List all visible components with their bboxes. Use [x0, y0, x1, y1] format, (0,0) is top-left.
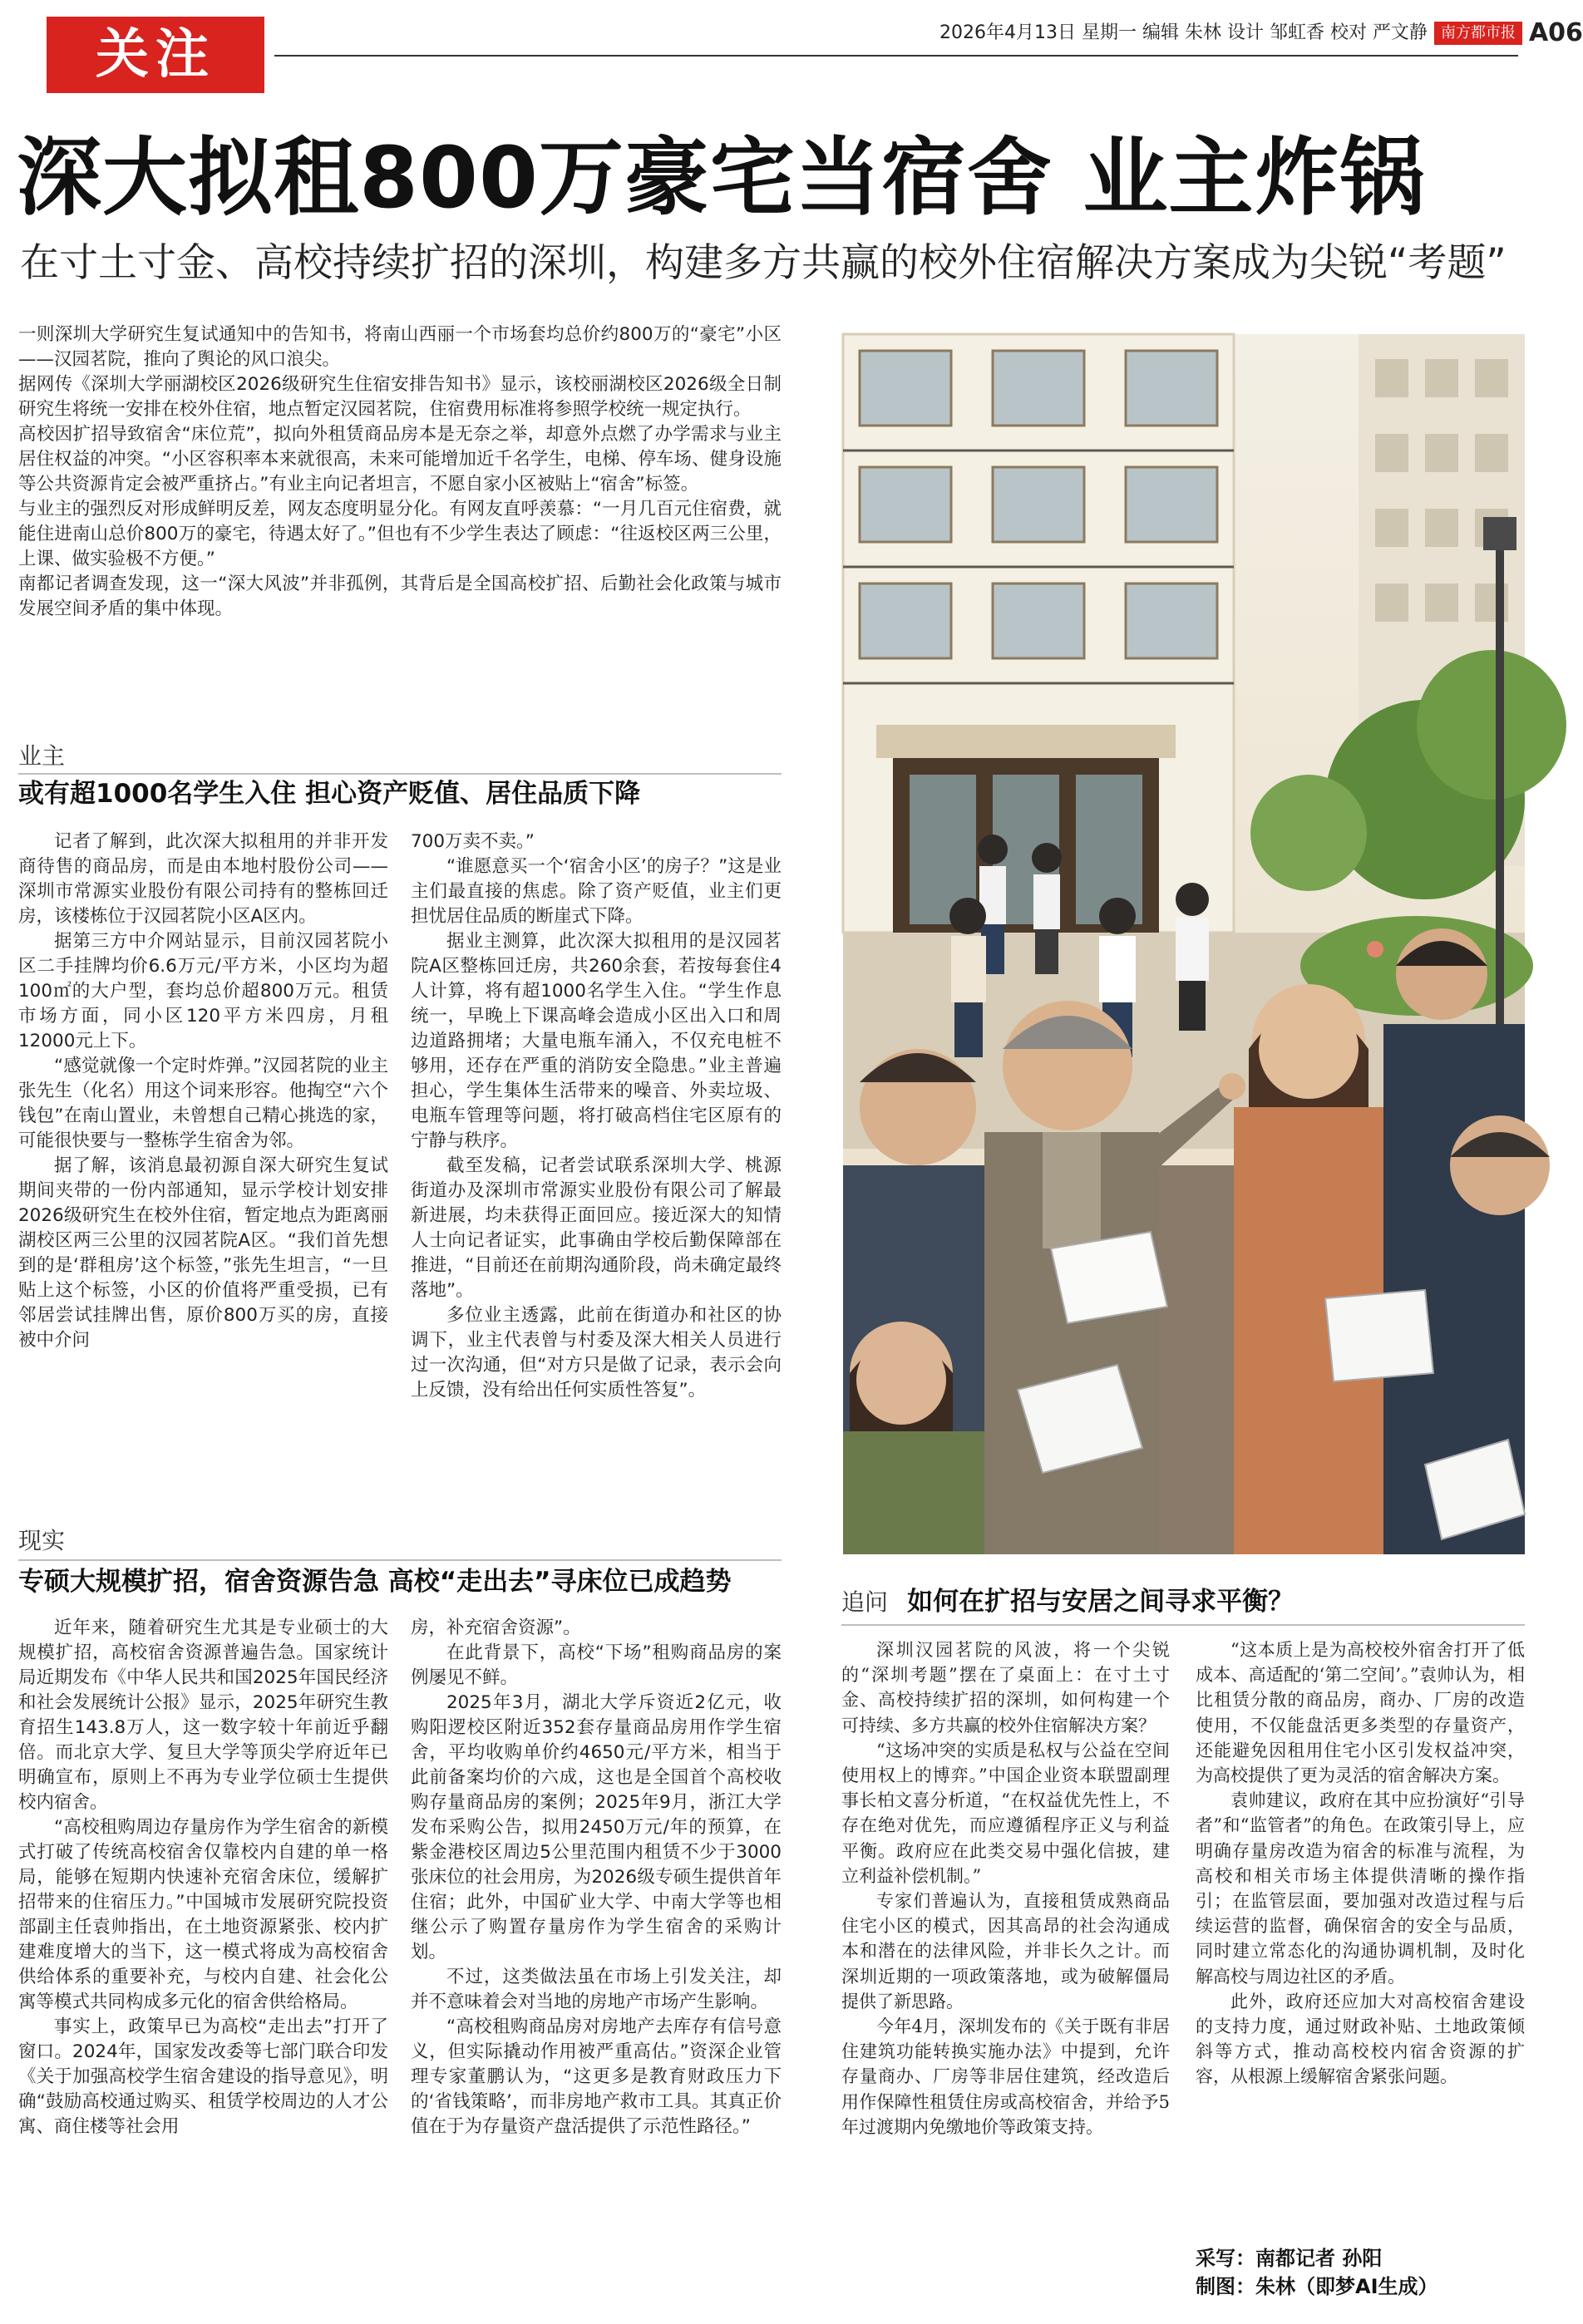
section-heading-reality: 专硕大规模扩招，宿舍资源告急 高校“走出去”寻床位已成趋势 — [18, 1567, 732, 1597]
body-paragraph: “这场冲突的实质是私权与公益在空间使用权上的博弈。”中国企业资本联盟副理事长柏文喜分析道，“在权益优先性上，不存在绝对优先，而应遵循程序正义与利益平衡。政府应在此类交易中强化信披，建立利益补偿机制。” — [841, 1740, 1170, 1886]
body-paragraph: 此外，政府还应加大对高校宿舍建设的支持力度，通过财政补贴、土地政策倾斜等方式，推动高校校内宿舍资源的扩容，从根源上缓解宿舍紧张问题。 — [1196, 1991, 1525, 2087]
subheadline: 在寸土寸金、高校持续扩招的深圳，构建多方共赢的校外住宿解决方案成为尖锐“考题” — [20, 240, 1507, 286]
body-paragraph: 深圳汉园茗院的风波，将一个尖锐的“深圳考题”摆在了桌面上：在寸土寸金、高校持续扩招的深圳，如何构建一个可持续、多方共赢的校外住宿解决方案？ — [841, 1640, 1170, 1736]
section-label-owners: 业主 — [18, 742, 66, 770]
section-heading-owners: 或有超1000名学生入住 担心资产贬值、居住品质下降 — [18, 779, 641, 809]
owners-column-1 — [18, 830, 388, 1353]
body-paragraph: 据业主测算，此次深大拟租用的是汉园茗院A区整栋回迁房，共260余套，若按每套住4人计算，将有超1000名学生入住。“学生作息统一，早晚上下课高峰会造成小区出入口和周边道路拥堵；大量电瓶车涌入，不仅充电桩不够用，还存在严重的消防安全隐患。”业主普遍担心，学生集体生活带来的噪音、外卖垃圾、电瓶车管理等问题，将打破高档住宅区原有的宁静与秩序。 — [411, 931, 782, 1151]
section-label-reality: 现实 — [18, 1527, 66, 1554]
body-paragraph: 不过，这类做法虽在市场上引发关注，却并不意味着会对当地的房地产市场产生影响。 — [411, 1967, 782, 2012]
owners-column-2 — [411, 830, 782, 1403]
lead-paragraph: 与业主的强烈反对形成鲜明反差，网友态度明显分化。有网友直呼羡慕：“一月几百元住宿费，就能住进南山总价800万的豪宅，待遇太好了。”但也有不少学生表达了顾虑：“往返校区两三公里，上课、做实验极不方便。” — [18, 499, 782, 569]
newspaper-brand: 南方都市报 — [1434, 22, 1522, 45]
section-rule — [841, 1624, 1525, 1626]
headline: 深大拟租800万豪宅当宿舍 业主炸锅 — [17, 129, 1426, 228]
body-paragraph: 2025年3月，湖北大学斥资近2亿元，收购阳逻校区附近352套存量商品房用作学生宿舍，平均收购单价约4650元/平方米，相当于此前备案均价的六成，这也是全国首个高校收购存量商品房的案例；2025年9月，浙江大学发布采购公告，拟用2450万元/年的预算，在紫金港校区周边5公里范围内租赁不少于3000张床位的社会用房，为2026级专硕生提供首年住宿；此外，中国矿业大学、中南大学等也相继公示了购置存量房作为学生宿舍的采购计划。 — [411, 1692, 782, 1962]
section-question-header — [841, 1584, 1294, 1619]
body-paragraph: “感觉就像一个定时炸弹。”汉园茗院的业主张先生（化名）用这个词来形容。他掏空“六个钱包”在南山置业，未曾想自己精心挑选的家，可能很快要与一整栋学生宿舍为邻。 — [18, 1056, 388, 1151]
body-paragraph: 袁帅建议，政府在其中应扮演好“引导者”和“监管者”的角色。在政策引导上，应明确存量房改造为宿舍的标准与流程，为高校和相关市场主体提供清晰的操作指引；在监管层面，要加强对改造过程与后续运营的监督，确保宿舍的安全与品质，同时建立常态化的沟通协调机制，及时化解高校与周边社区的矛盾。 — [1196, 1790, 1525, 1987]
body-paragraph: “谁愿意买一个‘宿舍小区’的房子？”这是业主们最直接的焦虑。除了资产贬值，业主们更担忧居住品质的断崖式下降。 — [411, 856, 782, 927]
illustration-graphic — [843, 334, 1525, 1554]
lead-paragraph: 一则深圳大学研究生复试通知中的告知书，将南山西丽一个市场套均总价约800万的“豪宅”小区——汉园茗院，推向了舆论的风口浪尖。 — [18, 324, 782, 370]
lead-paragraph: 据网传《深圳大学丽湖校区2026级研究生住宿安排告知书》显示，该校丽湖校区2026级全日制研究生将统一安排在校外住宿，地点暂定汉园茗院，住宿费用标准将参照学校统一规定执行。 — [18, 374, 782, 420]
body-paragraph: 专家们普遍认为，直接租赁成熟商品住宅小区的模式，因其高昂的社会沟通成本和潜在的法律风险，并非长久之计。而深圳近期的一项政策落地，或为破解僵局提供了新思路。 — [841, 1891, 1170, 2011]
section-rule — [18, 1559, 782, 1561]
body-paragraph: 据第三方中介网站显示，目前汉园茗院小区二手挂牌均价6.6万元/平方米，小区均为超100㎡的大户型，套均总价超800万元。租赁市场方面，同小区120平方米四房，月租12000元上下。 — [18, 931, 388, 1051]
body-paragraph: 多位业主透露，此前在街道办和社区的协调下，业主代表曾与村委及深大相关人员进行过一次沟通，但“对方只是做了记录，表示会向上反馈，没有给出任何实质性答复”。 — [411, 1305, 782, 1401]
section-label-question: 追问 — [841, 1588, 889, 1616]
reality-column-1 — [18, 1616, 388, 2139]
page-header-info — [939, 20, 1583, 47]
date-editor-line: 2026年4月13日 星期一 编辑 朱林 设计 邹虹香 校对 严文静 — [939, 22, 1428, 43]
body-paragraph: 截至发稿，记者尝试联系深圳大学、桃源街道办及深圳市常源实业股份有限公司了解最新进展，均未获得正面回应。接近深大的知情人士向记者证实，此事确由学校后勤保障部在推进，“目前还在前期沟通阶段，尚未确定最终落地”。 — [411, 1155, 782, 1301]
body-paragraph: 事实上，政策早已为高校“走出去”打开了窗口。2024年，国家发改委等七部门联合印发《关于加强高校学生宿舍建设的指导意见》，明确“鼓励高校通过购买、租赁学校周边的人才公寓、商住楼等社会用 — [18, 2016, 388, 2137]
lead-paragraph: 南都记者调查发现，这一“深大风波”并非孤例，其背后是全国高校扩招、后勤社会化政策与城市发展空间矛盾的集中体现。 — [18, 574, 782, 619]
body-paragraph: 在此背景下，高校“下场”租购商品房的案例屡见不鲜。 — [411, 1642, 782, 1688]
credit-illustration: 制图：朱林（即梦AI生成） — [1196, 2275, 1438, 2298]
question-column-2 — [1196, 1637, 1525, 2090]
lead-paragraph: 高校因扩招导致宿舍“床位荒”，拟向外租赁商品房本是无奈之举，却意外点燃了办学需求与业主居住权益的冲突。“小区容积率本来就很高，未来可能增加近千名学生，电梯、停车场、健身设施等公共资源肯定会被严重挤占。”有业主向记者坦言，不愿自家小区被贴上“宿舍”标签。 — [18, 424, 782, 495]
page-number: A06 — [1528, 18, 1583, 47]
lead-paragraphs — [18, 323, 782, 622]
body-paragraph: 700万卖不卖。” — [411, 831, 535, 852]
body-paragraph: 今年4月，深圳发布的《关于既有非居住建筑功能转换实施办法》中提到，允许存量商办、厂房等非居住建筑，经改造后用作保障性租赁住房或高校宿舍，并给予5年过渡期内免缴地价等政策支持。 — [841, 2016, 1170, 2137]
body-paragraph: 记者了解到，此次深大拟租用的并非开发商待售的商品房，而是由本地村股份公司——深圳市常源实业股份有限公司持有的整栋回迁房，该楼栋位于汉园茗院小区A区内。 — [18, 831, 388, 927]
illustration-residents-meeting — [843, 334, 1525, 1554]
body-paragraph: “高校租购周边存量房作为学生宿舍的新模式打破了传统高校宿舍仅靠校内自建的单一格局，能够在短期内快速补充宿舍床位，缓解扩招带来的住宿压力。”中国城市发展研究院投资部副主任袁帅指出，在土地资源紧张、校内扩建难度增大的当下，这一模式将成为高校宿舍供给体系的重要补充，与校内自建、社会化公寓等模式共同构成多元化的宿舍供给格局。 — [18, 1817, 388, 2012]
body-paragraph: 据了解，该消息最初源自深大研究生复试期间夹带的一份内部通知，显示学校计划安排2026级研究生在校外住宿，暂定地点为距离丽湖校区两三公里的汉园茗院A区。“我们首先想到的是‘群租房’这个标签，”张先生坦言，“一旦贴上这个标签，小区的价值将严重受损，已有邻居尝试挂牌出售，原价800万买的房，直接被中介问 — [18, 1155, 388, 1351]
header-rule — [274, 55, 1518, 57]
body-paragraph: “这本质上是为高校校外宿舍打开了低成本、高适配的‘第二空间’。”袁帅认为，相比租赁分散的商品房，商办、厂房的改造使用，不仅能盘活更多类型的存量资产，还能避免因租用住宅小区引发权益冲突，为高校提供了更为灵活的宿舍解决方案。 — [1196, 1640, 1525, 1786]
section-rule — [18, 773, 782, 775]
body-paragraph: 近年来，随着研究生尤其是专业硕士的大规模扩招，高校宿舍资源普遍告急。国家统计局近期发布《中华人民共和国2025年国民经济和社会发展统计公报》显示，2025年研究生教育招生143.8万人，这一数字较十年前近乎翻倍。而北京大学、复旦大学等顶尖学府近年已明确宣布，原则上不再为专业学位硕士生提供校内宿舍。 — [18, 1617, 388, 1813]
question-column-1 — [841, 1637, 1170, 2139]
section-heading-question: 如何在扩招与安居之间寻求平衡？ — [907, 1587, 1295, 1617]
body-paragraph: 房，补充宿舍资源”。 — [411, 1617, 581, 1638]
body-paragraph: “高校租购商品房对房地产去库存有信号意义，但实际撬动作用被严重高估。”资深企业管理专家董鹏认为，“这更多是教育财政压力下的‘省钱策略’，而非房地产救市工具。其真正价值在于为存量资产盘活提供了示范性路径。” — [411, 2016, 782, 2137]
credit-writer: 采写：南都记者 孙阳 — [1196, 2247, 1383, 2270]
reality-column-2 — [411, 1616, 782, 2139]
section-tag: 关注 — [47, 17, 264, 93]
